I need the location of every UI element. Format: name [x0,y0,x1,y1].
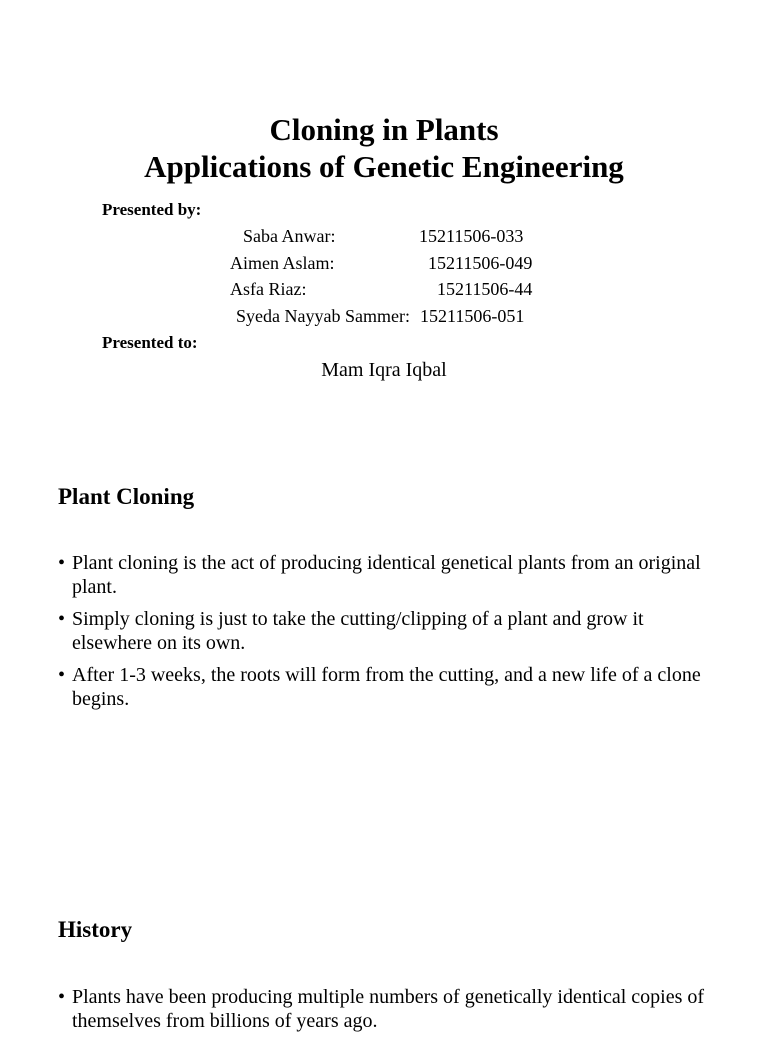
member-name: Syeda Nayyab Sammer: [236,306,410,326]
member-id: 15211506-44 [437,279,533,299]
bullet-text: Plants have been producing multiple numbers of genetically identical copies of themselves from billions of years ago. [72,986,705,1032]
supervisor-name: Mam Iqra Iqbal [321,359,447,381]
history-bullets [58,985,718,1041]
member-id: 15211506-049 [428,253,533,273]
bullet-text: After 1-3 weeks, the roots will form from the cutting, and a new life of a clone begins. [72,664,701,710]
bullet-text: Plant cloning is the act of producing identical genetical plants from an original plant. [72,552,701,598]
member-name: Asfa Riaz: [230,279,307,299]
section-heading-history: History [58,917,133,942]
list-item [58,663,718,711]
list-item [58,607,718,655]
list-item [58,985,718,1033]
bullet-text: Simply cloning is just to take the cutting/clipping of a plant and grow it elsewhere on its own. [72,608,644,654]
bullet-icon: • [58,986,66,1008]
plant-cloning-bullets [58,551,718,719]
list-item [58,551,718,599]
bullet-icon: • [58,552,66,574]
member-name: Aimen Aslam: [230,253,335,273]
member-name: Saba Anwar: [243,226,336,246]
member-id: 15211506-051 [420,306,525,326]
bullet-icon: • [58,664,66,686]
presented-to-label: Presented to: [102,333,198,352]
section-heading-plant-cloning: Plant Cloning [58,484,195,509]
presented-by-label: Presented by: [102,200,202,219]
title-line-1: Cloning in Plants [269,112,499,147]
title-line-2: Applications of Genetic Engineering [144,149,624,184]
bullet-icon: • [58,608,66,630]
member-id: 15211506-033 [419,226,524,246]
